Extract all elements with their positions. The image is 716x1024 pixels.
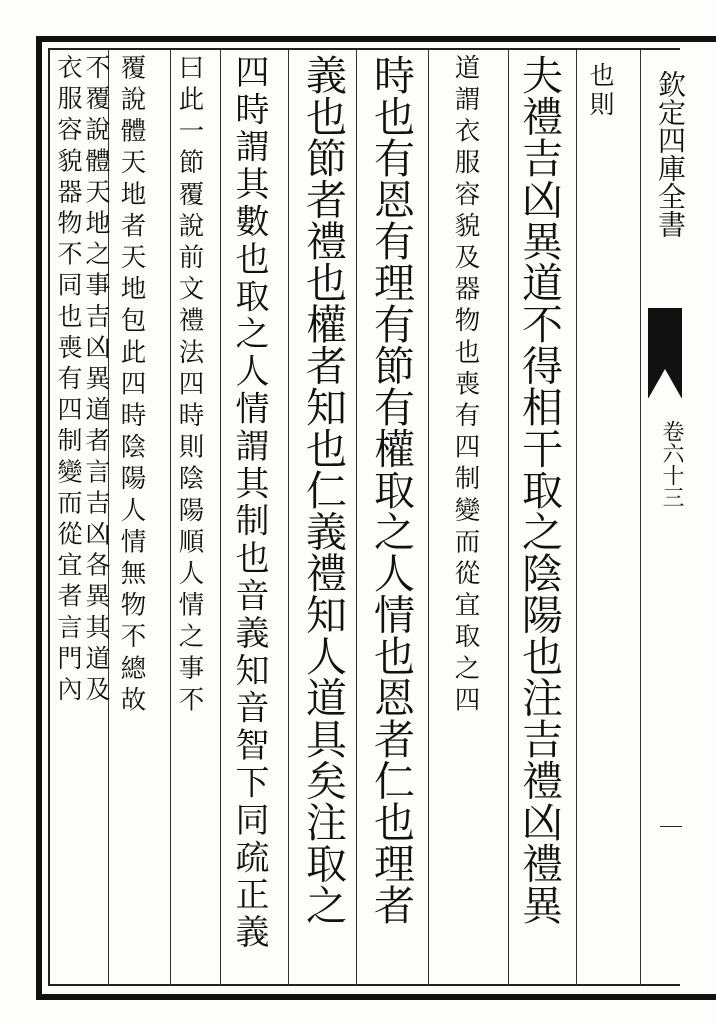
- column-rule: [508, 50, 509, 986]
- text-column: 時也有恩有理有節有權取之人情也恩者仁也理者: [367, 54, 415, 926]
- fishtail-mark: [648, 308, 682, 398]
- column-rule: [170, 50, 171, 986]
- column-rule: [576, 50, 577, 986]
- column-rule: [428, 50, 429, 986]
- book-title-label: 欽定四庫全書: [654, 70, 687, 238]
- text-column: 曰此一節覆說前文禮法四時則陰陽順人情之事不: [174, 54, 205, 718]
- column-rule: [288, 50, 289, 986]
- text-column: 不覆說體天地之事吉凶異道者言吉凶各異其道及: [82, 54, 111, 708]
- text-column: 覆說體天地者天地包此四時陰陽人情無物不總故: [116, 54, 147, 718]
- volume-label: 卷六十三: [659, 420, 684, 508]
- column-rule: [356, 50, 357, 986]
- text-column: 夫禮吉凶異道不得相干取之陰陽也注吉禮凶禮異: [515, 54, 563, 926]
- text-column: 義也節者禮也權者知也仁義禮知人道具矣注取之: [299, 54, 347, 926]
- column-rule: [220, 50, 221, 986]
- text-column: 也則: [586, 62, 615, 120]
- text-column: 道謂衣服容貌及器物也喪有四制變而從宜取之四: [450, 54, 481, 718]
- column-rule: [640, 50, 641, 986]
- text-column: 衣服容貌器物不同也喪有四制變而從宜者言門內: [54, 54, 83, 708]
- text-column: 四時謂其數也取之人情謂其制也音義知音智下同疏正義: [229, 54, 269, 952]
- fishtail-rule: [660, 826, 682, 827]
